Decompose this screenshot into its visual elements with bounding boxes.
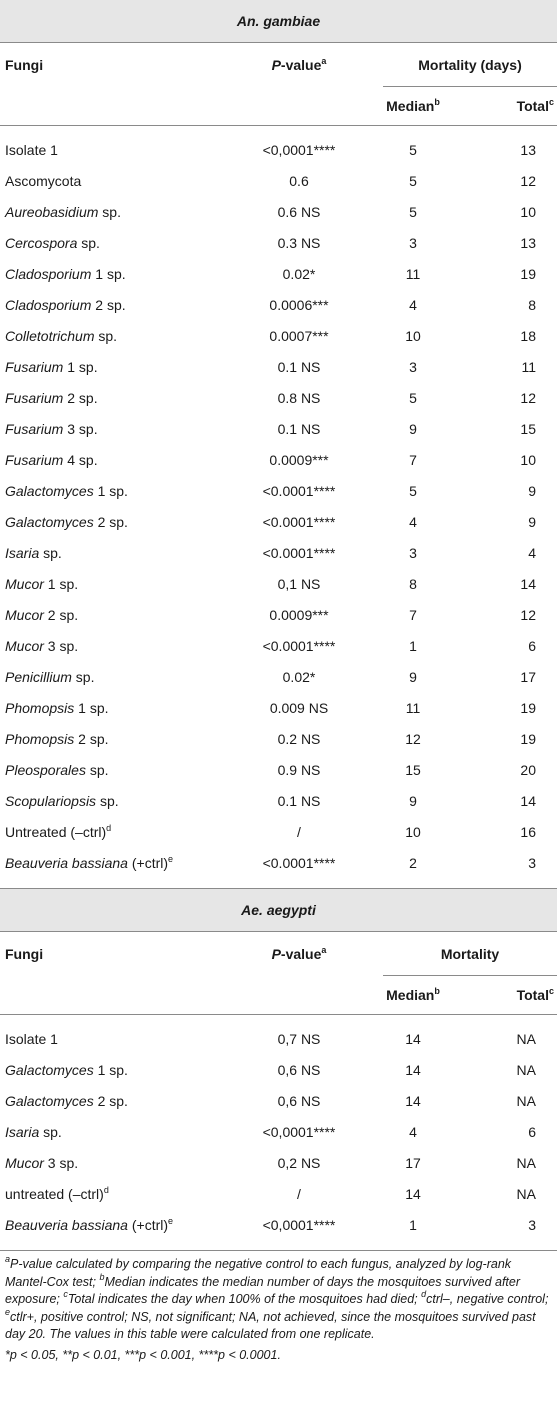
cell-total: 18 [520,328,536,344]
cell-fungus: Galactomyces 2 sp. [5,1093,128,1109]
subheader-row [0,975,557,1014]
table-row [0,507,557,538]
cell-pvalue: 0,2 NS [277,1155,321,1171]
cell-fungus: Galactomyces 1 sp. [5,1062,128,1078]
table-row [0,724,557,755]
cell-median: 5 [409,483,417,499]
col-header-fungi: Fungi [5,57,44,73]
cell-median: 5 [409,173,417,189]
table-row [0,259,557,290]
cell-fungus: Phomopsis 2 sp. [5,731,109,747]
cell-fungus: Scopulariopsis sp. [5,793,119,809]
cell-pvalue: 0.0007*** [269,328,329,344]
table-row [0,848,557,879]
header-row [0,43,557,86]
cell-pvalue: 0.1 NS [277,359,321,375]
table-row [0,352,557,383]
table-body [0,1015,557,1241]
cell-pvalue: 0.0006*** [269,297,329,313]
cell-fungus: Fusarium 2 sp. [5,390,98,406]
cell-median: 7 [409,452,417,468]
table-row [0,383,557,414]
table-row [0,476,557,507]
table-row [0,538,557,569]
cell-total: 19 [520,700,536,716]
cell-fungus: Isolate 1 [5,1031,58,1047]
cell-pvalue: 0,6 NS [277,1093,321,1109]
cell-median: 9 [409,793,417,809]
table-row [0,290,557,321]
cell-median: 11 [405,266,421,282]
cell-fungus: Isaria sp. [5,1124,62,1140]
table-row [0,1148,557,1179]
subheader-row [0,86,557,125]
cell-fungus: Mucor 2 sp. [5,607,79,623]
cell-total: 9 [528,514,536,530]
table-row [0,1086,557,1117]
table-row [0,693,557,724]
cell-pvalue: <0.0001**** [262,545,336,561]
cell-total: NA [516,1093,536,1109]
cell-pvalue: <0,0001**** [262,1217,336,1233]
col-header-total: Total$^c$ [516,986,554,1003]
col-header-pvalue: P-value$^a$ [271,945,327,962]
cell-total: 11 [521,359,536,375]
cell-fungus: Aureobasidium sp. [5,204,121,220]
cell-median: 3 [409,545,417,561]
cell-median: 2 [409,855,417,871]
col-header-median: Median$^b$ [386,986,440,1003]
cell-pvalue: 0.1 NS [277,793,321,809]
table-row [0,631,557,662]
cell-pvalue: 0.0009*** [269,607,329,623]
table-row [0,755,557,786]
cell-total: 13 [520,235,536,251]
cell-pvalue: 0,7 NS [277,1031,321,1047]
cell-total: 19 [520,731,536,747]
cell-fungus: Isaria sp. [5,545,62,561]
cell-pvalue: 0.9 NS [277,762,321,778]
cell-total: 6 [528,1124,536,1140]
cell-pvalue: / [297,1186,301,1202]
cell-pvalue: <0.0001**** [262,855,336,871]
cell-median: 5 [409,142,417,158]
col-header-mortality: Mortality (days) [418,57,522,73]
cell-pvalue: 0.009 NS [269,700,329,716]
table-row [0,1117,557,1148]
cell-median: 3 [409,235,417,251]
table-row [0,1055,557,1086]
cell-pvalue: <0.0001**** [262,638,336,654]
cell-fungus: Galactomyces 1 sp. [5,483,128,499]
cell-median: 15 [405,762,421,778]
cell-fungus: Beauveria bassiana (+ctrl)$^e$ [5,1216,174,1233]
cell-median: 10 [405,824,421,840]
cell-fungus: Cladosporium 2 sp. [5,297,126,313]
cell-fungus: Fusarium 1 sp. [5,359,98,375]
cell-fungus: Ascomycota [5,173,82,189]
cell-median: 14 [405,1186,421,1202]
cell-total: 12 [520,390,536,406]
table-row [0,228,557,259]
cell-pvalue: 0.3 NS [277,235,321,251]
cell-total: 16 [520,824,536,840]
cell-pvalue: 0.8 NS [277,390,321,406]
cell-fungus: Fusarium 3 sp. [5,421,98,437]
table-row [0,1024,557,1055]
table-row [0,321,557,352]
cell-pvalue: 0.0009*** [269,452,329,468]
table-row [0,166,557,197]
cell-median: 8 [409,576,417,592]
col-header-pvalue: P-value$^a$ [271,56,327,73]
cell-total: 6 [528,638,536,654]
cell-median: 3 [409,359,417,375]
cell-total: NA [516,1031,536,1047]
cell-median: 11 [405,700,421,716]
cell-total: 14 [520,576,536,592]
cell-median: 17 [405,1155,421,1171]
table-row [0,135,557,166]
cell-total: 17 [520,669,536,685]
table-row [0,445,557,476]
cell-pvalue: 0.6 [289,173,309,189]
cell-fungus: Cercospora sp. [5,235,100,251]
table-row [0,662,557,693]
table-row [0,197,557,228]
cell-median: 12 [405,731,421,747]
cell-median: 5 [409,204,417,220]
cell-total: 15 [520,421,536,437]
cell-median: 4 [409,297,417,313]
table-row [0,1210,557,1241]
cell-total: 3 [528,1217,536,1233]
significance-note: *p < 0.05, **p < 0.01, ***p < 0.001, ****p < 0.0001. [5,1347,281,1362]
cell-fungus: Untreated (–ctrl)$^d$ [5,823,112,840]
cell-pvalue: <0.0001**** [262,483,336,499]
cell-total: 10 [520,452,536,468]
cell-pvalue: <0,0001**** [262,142,336,158]
cell-total: NA [516,1062,536,1078]
cell-pvalue: / [297,824,301,840]
col-header-fungi: Fungi [5,946,44,962]
table-row [0,786,557,817]
cell-median: 14 [405,1062,421,1078]
cell-pvalue: 0.02* [282,266,316,282]
section-title: An. gambiae [0,0,557,42]
cell-fungus: Isolate 1 [5,142,58,158]
cell-fungus: Fusarium 4 sp. [5,452,98,468]
cell-fungus: Penicillium sp. [5,669,95,685]
table-footnotes: $^a$P-value calculated by comparing the negative control to each fungus, analyzed by log-rank Mantel-Cox test; $^b$Median indicates the median number of days the mosquitoes survived after exposure; $^c$Total indicates the day when 100% of the mosquitoes had died; $^d$ctrl–, negative control; $^e$ctlr+, positive control; NS, not significant; NA, not achieved, since the mosquitoes survived past day 20. The values in this table were calculated from one replicate. *p < 0.05, **p < 0.01, ***p < 0.001, ****p < 0.0001. [5,1254,549,1362]
cell-fungus: untreated (–ctrl)$^d$ [5,1185,109,1202]
cell-fungus: Phomopsis 1 sp. [5,700,109,716]
col-header-total: Total$^c$ [516,97,554,114]
cell-total: 20 [520,762,536,778]
cell-median: 1 [409,638,417,654]
header-row [0,932,557,975]
cell-median: 5 [409,390,417,406]
cell-median: 9 [409,421,417,437]
cell-median: 14 [405,1031,421,1047]
cell-total: NA [516,1186,536,1202]
cell-total: 10 [520,204,536,220]
cell-fungus: Colletotrichum sp. [5,328,118,344]
cell-fungus: Pleosporales sp. [5,762,109,778]
cell-fungus: Mucor 3 sp. [5,1155,79,1171]
cell-pvalue: 0.02* [282,669,316,685]
cell-total: 14 [520,793,536,809]
cell-pvalue: 0.6 NS [277,204,321,220]
table-row [0,1179,557,1210]
table-row [0,414,557,445]
table-row [0,569,557,600]
cell-fungus: Galactomyces 2 sp. [5,514,128,530]
cell-pvalue: <0,0001**** [262,1124,336,1140]
cell-total: 3 [528,855,536,871]
cell-total: 8 [528,297,536,313]
cell-fungus: Mucor 1 sp. [5,576,79,592]
cell-total: 12 [520,607,536,623]
col-header-mortality: Mortality [440,946,500,962]
cell-pvalue: 0.2 NS [277,731,321,747]
cell-median: 7 [409,607,417,623]
cell-median: 4 [409,1124,417,1140]
cell-total: 12 [520,173,536,189]
cell-pvalue: 0,1 NS [277,576,321,592]
section-title: Ae. aegypti [0,889,557,931]
col-header-median: Median$^b$ [386,97,440,114]
table-row [0,600,557,631]
cell-fungus: Beauveria bassiana (+ctrl)$^e$ [5,854,174,871]
cell-pvalue: <0.0001**** [262,514,336,530]
cell-total: NA [516,1155,536,1171]
table-row [0,817,557,848]
cell-median: 9 [409,669,417,685]
cell-total: 9 [528,483,536,499]
cell-fungus: Cladosporium 1 sp. [5,266,126,282]
cell-fungus: Mucor 3 sp. [5,638,79,654]
cell-pvalue: 0,6 NS [277,1062,321,1078]
cell-median: 4 [409,514,417,530]
cell-total: 13 [520,142,536,158]
cell-median: 1 [409,1217,417,1233]
cell-pvalue: 0.1 NS [277,421,321,437]
cell-median: 10 [405,328,421,344]
cell-total: 4 [528,545,536,561]
cell-median: 14 [405,1093,421,1109]
cell-total: 19 [520,266,536,282]
table-body [0,126,557,879]
